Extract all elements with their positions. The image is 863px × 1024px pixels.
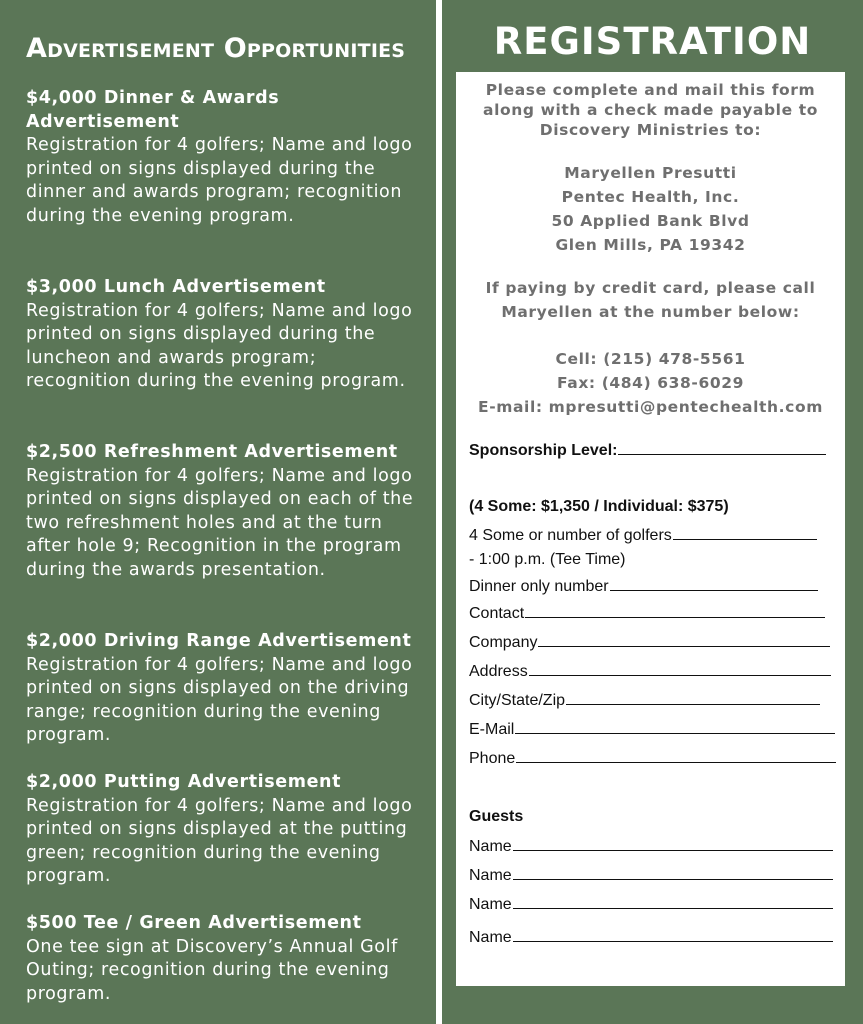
ad-refreshment bbox=[26, 441, 426, 582]
city-state-zip-field[interactable] bbox=[469, 691, 820, 710]
mailing-address bbox=[456, 161, 845, 257]
guest-name-label: Name bbox=[469, 896, 512, 913]
ad-title: $2,000 Putting Advertisement bbox=[26, 772, 342, 792]
guest-name-label: Name bbox=[469, 929, 512, 946]
registration-heading: REGISTRATION bbox=[493, 20, 812, 63]
company-field[interactable] bbox=[469, 633, 830, 652]
registration-form-panel bbox=[456, 72, 845, 986]
guest-name-field[interactable] bbox=[469, 928, 833, 947]
ad-description: Registration for 4 golfers; Name and logo printed on signs displayed during the dinner and awards program; recognition during the evening program. bbox=[26, 135, 413, 226]
fax-number: Fax: (484) 638-6029 bbox=[557, 374, 744, 392]
ad-description: Registration for 4 golfers; Name and logo printed on signs displayed on the driving range; recognition during the evening program. bbox=[26, 654, 413, 746]
address-line: Glen Mills, PA 19342 bbox=[555, 236, 746, 254]
company-label: Company bbox=[469, 634, 538, 651]
guests-label: Guests bbox=[469, 808, 524, 825]
address-line: 50 Applied Bank Blvd bbox=[551, 212, 750, 230]
golfers-blank[interactable] bbox=[673, 526, 817, 540]
phone-label: Phone bbox=[469, 750, 516, 767]
guest-name-label: Name bbox=[469, 838, 512, 855]
guest-name-blank[interactable] bbox=[513, 866, 833, 880]
credit-line: Maryellen at the number below: bbox=[501, 303, 800, 321]
ad-description: Registration for 4 golfers; Name and logo printed on signs displayed at the putting green; recognition during the evening program. bbox=[26, 795, 413, 887]
address-field[interactable] bbox=[469, 662, 831, 681]
pricing-note bbox=[469, 498, 729, 516]
guest-name-field[interactable] bbox=[469, 866, 833, 885]
ad-lunch bbox=[26, 276, 426, 394]
sponsorship-level-label: Sponsorship Level: bbox=[469, 442, 618, 459]
guest-name-field[interactable] bbox=[469, 895, 833, 914]
ad-tee-green bbox=[26, 912, 426, 1006]
intro-line: along with a check made payable to bbox=[483, 101, 818, 119]
credit-card-note bbox=[456, 276, 845, 324]
contact-label: Contact bbox=[469, 605, 525, 622]
guest-name-field[interactable] bbox=[469, 837, 833, 856]
guests-heading bbox=[469, 808, 523, 826]
contact-blank[interactable] bbox=[525, 604, 825, 618]
dinner-only-label: Dinner only number bbox=[469, 578, 609, 595]
tee-time-text: - 1:00 p.m. (Tee Time) bbox=[469, 551, 626, 568]
dinner-only-blank[interactable] bbox=[610, 577, 818, 591]
address-line: Pentec Health, Inc. bbox=[561, 188, 740, 206]
email-field[interactable] bbox=[469, 720, 835, 739]
guest-name-label: Name bbox=[469, 867, 512, 884]
email-blank[interactable] bbox=[515, 720, 835, 734]
guest-name-blank[interactable] bbox=[513, 837, 833, 851]
address-blank[interactable] bbox=[529, 662, 831, 676]
tee-time-note bbox=[469, 551, 626, 569]
email-label: E-Mail bbox=[469, 721, 515, 738]
address-label: Address bbox=[469, 663, 528, 680]
pricing-text: (4 Some: $1,350 / Individual: $375) bbox=[469, 498, 729, 515]
ad-driving-range bbox=[26, 630, 426, 748]
ad-description: Registration for 4 golfers; Name and logo printed on signs displayed on each of the two refreshment holes and at the turn after hole 9; Recognition in the program during the awards presentation. bbox=[26, 465, 414, 580]
credit-line: If paying by credit card, please call bbox=[485, 279, 816, 297]
city-state-zip-blank[interactable] bbox=[566, 691, 820, 705]
ad-title: $500 Tee / Green Advertisement bbox=[26, 913, 362, 933]
address-line: Maryellen Presutti bbox=[564, 164, 737, 182]
guest-name-blank[interactable] bbox=[513, 928, 833, 942]
ad-title: $2,000 Driving Range Advertisement bbox=[26, 631, 412, 651]
ad-title: $4,000 Dinner & Awards Advertisement bbox=[26, 88, 280, 132]
dinner-only-field[interactable] bbox=[469, 577, 818, 596]
column-divider bbox=[436, 0, 442, 1024]
intro-text bbox=[456, 80, 845, 140]
email-address: E-mail: mpresutti@pentechealth.com bbox=[478, 398, 823, 416]
ad-title: $2,500 Refreshment Advertisement bbox=[26, 442, 398, 462]
sponsorship-level-blank[interactable] bbox=[618, 441, 826, 455]
intro-line: Please complete and mail this form bbox=[485, 81, 816, 99]
contact-field[interactable] bbox=[469, 604, 825, 623]
company-blank[interactable] bbox=[538, 633, 830, 647]
golfers-field[interactable] bbox=[469, 526, 817, 545]
advertisement-heading: Advertisement Opportunities bbox=[26, 33, 406, 64]
ad-description: Registration for 4 golfers; Name and logo printed on signs displayed during the luncheon and awards program; recognition during the evening program. bbox=[26, 300, 413, 392]
phone-field[interactable] bbox=[469, 749, 836, 768]
ad-title: $3,000 Lunch Advertisement bbox=[26, 277, 326, 297]
ad-putting bbox=[26, 771, 426, 889]
ad-description: One tee sign at Discovery’s Annual Golf Outing; recognition during the evening program. bbox=[26, 936, 398, 1004]
cell-phone: Cell: (215) 478-5561 bbox=[555, 350, 746, 368]
guest-name-blank[interactable] bbox=[513, 895, 833, 909]
intro-line: Discovery Ministries to: bbox=[539, 121, 762, 139]
city-state-zip-label: City/State/Zip bbox=[469, 692, 566, 709]
sponsorship-level-field[interactable] bbox=[469, 441, 826, 460]
contact-info bbox=[456, 347, 845, 419]
ad-dinner-awards bbox=[26, 87, 426, 228]
golfers-label: 4 Some or number of golfers bbox=[469, 527, 672, 544]
phone-blank[interactable] bbox=[516, 749, 836, 763]
